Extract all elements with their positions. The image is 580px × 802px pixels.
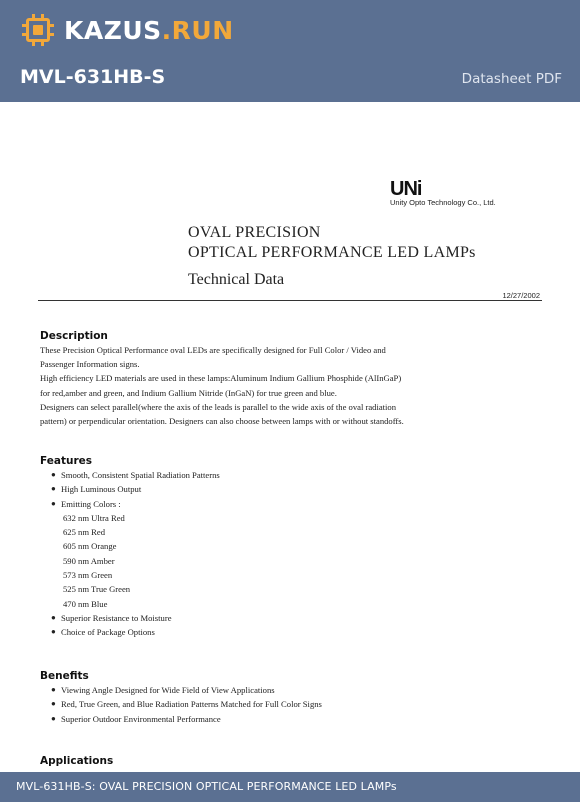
benefits-title: Benefits xyxy=(40,670,89,682)
description-line: High efficiency LED materials are used in these lamps:Aluminum Indium Gallium Phosphide (AlInGaP) xyxy=(40,373,402,384)
description-line: for red,amber and green, and Indium Gallium Nitride (InGaN) for true green and blue. xyxy=(40,387,337,398)
doc-heading-line1: OVAL PRECISION xyxy=(188,224,321,241)
bullet-icon: ● xyxy=(51,498,56,508)
list-item: ● Superior Outdoor Environmental Performance xyxy=(40,712,322,726)
bullet-icon: ● xyxy=(51,484,56,494)
benefits-list xyxy=(40,683,322,726)
brand-name: KAZUS.RUN xyxy=(64,15,234,45)
bullet-icon: ● xyxy=(51,685,56,694)
divider xyxy=(38,300,542,301)
doc-heading-line2: OPTICAL PERFORMANCE LED LAMPs xyxy=(188,244,476,261)
applications-title: Applications xyxy=(40,755,114,767)
list-item: ● High Luminous Output xyxy=(40,482,220,496)
doc-subheading: Technical Data xyxy=(188,271,285,288)
list-item: ● Smooth, Consistent Spatial Radiation Patterns xyxy=(40,468,220,482)
list-item: ● Superior Resistance to Moisture xyxy=(40,611,220,625)
description-title: Description xyxy=(40,330,108,342)
bullet-icon: ● xyxy=(51,627,56,637)
description-line: Passenger Information signs. xyxy=(40,359,140,370)
list-item: ● Choice of Package Options xyxy=(40,625,220,639)
color-item: 605 nm Orange xyxy=(63,541,117,552)
list-item: ● Red, True Green, and Blue Radiation Patterns Matched for Full Color Signs xyxy=(40,697,322,711)
color-item: 573 nm Green xyxy=(63,570,113,581)
footer-title: MVL-631HB-S: OVAL PRECISION OPTICAL PERFORMANCE LED LAMPs xyxy=(16,780,397,793)
site-logo[interactable] xyxy=(22,14,234,46)
features-list xyxy=(40,468,220,640)
bullet-icon: ● xyxy=(51,699,56,709)
bullet-icon: ● xyxy=(51,612,56,622)
color-item: 590 nm Amber xyxy=(63,555,115,566)
site-header xyxy=(0,0,580,102)
color-item: 470 nm Blue xyxy=(63,598,108,609)
description-line: pattern) or perpendicular orientation. Designers can also choose between lamps with or without standoffs. xyxy=(40,416,404,427)
company-logo: UNi xyxy=(390,178,422,200)
description-text xyxy=(40,343,404,428)
chip-icon xyxy=(22,14,54,46)
list-item: ● Emitting Colors : xyxy=(40,497,220,511)
bullet-icon: ● xyxy=(51,470,56,479)
features-title: Features xyxy=(40,455,92,467)
company-name: Unity Opto Technology Co., Ltd. xyxy=(390,198,496,207)
description-line: These Precision Optical Performance oval LEDs are specifically designed for Full Color / Video and xyxy=(40,345,386,355)
doc-date: 12/27/2002 xyxy=(502,291,540,300)
datasheet-pdf-link[interactable]: Datasheet PDF xyxy=(461,71,562,87)
page-title: MVL-631HB-S xyxy=(20,66,166,88)
list-item: ● Viewing Angle Designed for Wide Field of View Applications xyxy=(40,683,322,697)
color-item: 525 nm True Green xyxy=(63,584,131,595)
color-item: 625 nm Red xyxy=(63,527,106,538)
color-item: 632 nm Ultra Red xyxy=(63,512,125,523)
description-line: Designers can select parallel(where the axis of the leads is parallel to the wide axis of the oval radiation xyxy=(40,401,397,412)
page-footer xyxy=(0,772,580,802)
bullet-icon: ● xyxy=(51,713,56,723)
datasheet-page xyxy=(0,102,580,772)
